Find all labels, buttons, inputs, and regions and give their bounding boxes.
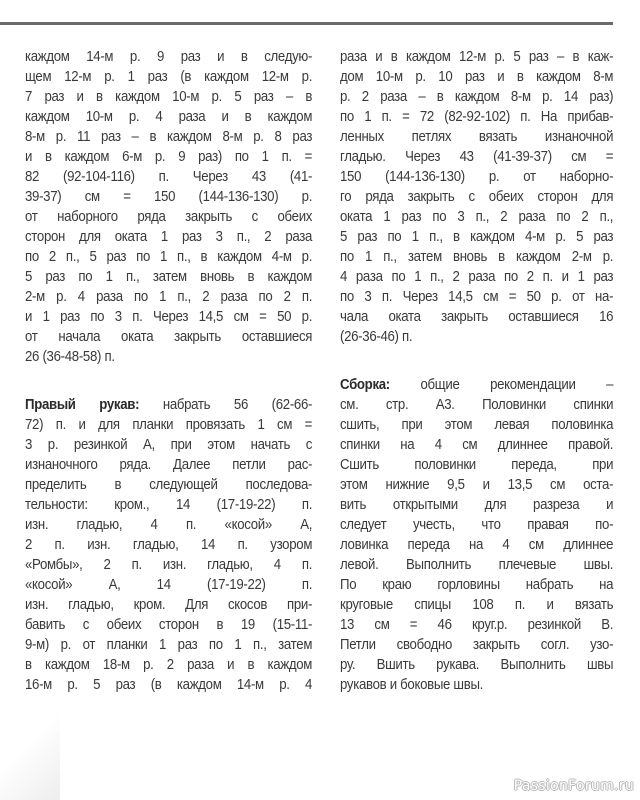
section-heading-assembly: Сборка: <box>340 376 390 393</box>
text-line: 2-м р. 4 раза по 1 п., 2 раза по 2 п. <box>25 288 313 305</box>
left-column <box>25 47 312 695</box>
text-line: см. стр. А3. Половинки спинки <box>340 396 614 413</box>
section-first-line <box>340 375 613 395</box>
text-line: сшить, при этом левая половинка <box>340 416 614 433</box>
text-line: пределить в следующей последова- <box>25 476 313 493</box>
text-line: и 1 раз по 3 п. Через 14,5 см = 50 р. <box>25 308 313 325</box>
text-line: этом нижние 9,5 и 13,5 см оста- <box>340 476 614 493</box>
text-line: Петли свободно закрыть согл. узо- <box>340 636 614 653</box>
paragraph-gap <box>25 387 312 395</box>
text-line: 26 (36-48-58) п. <box>25 348 115 365</box>
text-line: 3 р. резинкой А, при этом начать с <box>25 436 313 453</box>
text-line: 72) п. и для планки провязать 1 см = <box>25 416 313 433</box>
text-line: чала оката закрыть оставшиеся 16 <box>340 308 614 325</box>
text-line: щем 12-м р. 1 раз (в каждом 12-м р. <box>25 68 313 85</box>
section-first-line <box>25 395 312 415</box>
right-column <box>340 47 613 695</box>
text-line: 82 (92-104-116) п. Через 43 (41- <box>25 168 313 185</box>
text-line: (26-36-46) п. <box>340 328 413 345</box>
text-line: 16-м р. 5 раз (в каждом 14-м р. 4 <box>25 676 313 693</box>
text-line: от начала оката закрыть оставшиеся <box>25 328 313 345</box>
text-line: тельности: кром., 14 (17-19-22) п. <box>25 496 313 513</box>
text-line: 8-м р. 11 раз – в каждом 8-м р. 8 раз <box>25 128 313 145</box>
text-line: р. 2 раза – в каждом 8-м р. 14 раз) <box>340 88 614 105</box>
text-line: дом 10-м р. 10 раз и в каждом 8-м <box>340 68 614 85</box>
text-line: 4 раза по 1 п., 2 раза по 2 п. и 1 раз <box>340 268 614 285</box>
text-line: оката 1 раз по 3 п., 2 раза по 2 п., <box>340 208 614 225</box>
text-line: левой. Выполнить плечевые швы. <box>340 556 614 573</box>
text-line: каждом 10-м р. 4 раза и в каждом <box>25 108 313 125</box>
text-fragment: набрать 56 (62-66- <box>139 396 313 413</box>
text-line: 2 п. изн. гладью, 14 п. узором <box>25 536 313 553</box>
text-line: бавить с обеих сторон в 19 (15-11- <box>25 616 313 633</box>
text-line: 39-37) см = 150 (144-136-130) р. <box>25 188 313 205</box>
header-rule <box>0 22 613 25</box>
text-line: «Ромбы», 2 п. изн. гладью, 4 п. <box>25 556 313 573</box>
text-line: сторон для оката 1 раз 3 п., 2 раза <box>25 228 313 245</box>
text-line: спинки на 4 см длиннее правой. <box>340 436 614 453</box>
text-line: Сшить половинки переда, при <box>340 456 614 473</box>
text-line: по 3 п. Через 14,5 см = 50 р. от на- <box>340 288 614 305</box>
text-line: 7 раз и в каждом 10-м р. 5 раз – в <box>25 88 313 105</box>
text-line: 5 раз по 1 п., в каждом 4-м р. 5 раз <box>340 228 614 245</box>
text-line: раза и в каждом 12-м р. 5 раз – в каж- <box>340 48 614 65</box>
text-fragment: общие рекомендации – <box>389 376 614 393</box>
text-line: го ряда закрыть с обеих сторон для <box>340 188 614 205</box>
watermark: PassionForum.ru <box>513 778 634 794</box>
text-line: следует учесть, что правая по- <box>340 516 614 533</box>
text-line: каждом 14-м р. 9 раз и в следую- <box>25 48 313 65</box>
text-line: изн. гладью, 4 п. «косой» А, <box>25 516 313 533</box>
text-line: от наборного ряда закрыть с обеих <box>25 208 313 225</box>
text-line: ленных петлях вязать изнаночной <box>340 128 614 145</box>
text-line: изн. гладью, кром. Для скосов при- <box>25 596 313 613</box>
paragraph-gap <box>340 347 613 367</box>
text-line: 150 (144-136-130) р. от наборно- <box>340 168 614 185</box>
text-line: и в каждом 6-м р. 9 раз) по 1 п. = <box>25 148 313 165</box>
text-line: по 1 п., затем вновь в каждом 2-м р. <box>340 248 614 265</box>
text-line: ловинка переда на 4 см длиннее <box>340 536 614 553</box>
text-line: рукавов и боковые швы. <box>340 676 484 693</box>
text-line: по 1 п. = 72 (82-92-102) п. На прибав- <box>340 108 614 125</box>
text-line: 9-м) р. от планки 1 раз по 1 п., затем <box>25 636 313 653</box>
text-line: в каждом 18-м р. 2 раза и в каждом <box>25 656 313 673</box>
text-line: круговые спицы 108 п. и вязать <box>340 596 614 613</box>
text-line: ру. Вшить рукава. Выполнить швы <box>340 656 614 673</box>
page-corner-shadow <box>0 710 60 800</box>
text-line: по 2 п., 5 раз по 1 п., в каждом 4-м р. <box>25 248 313 265</box>
paragraph-gap <box>340 367 613 375</box>
text-line: «косой» А, 14 (17-19-22) п. <box>25 576 313 593</box>
section-heading-right-sleeve: Правый рукав: <box>25 396 140 413</box>
text-line: По краю горловины набрать на <box>340 576 614 593</box>
text-line: вить открытыми для разреза и <box>340 496 614 513</box>
text-line: гладью. Через 43 (41-39-37) см = <box>340 148 614 165</box>
paragraph-gap <box>25 367 312 387</box>
text-line: 13 см = 46 круг.р. резинкой В. <box>340 616 614 633</box>
text-line: изнаночного ряда. Далее петли рас- <box>25 456 313 473</box>
text-line: 5 раз по 1 п., затем вновь в каждом <box>25 268 313 285</box>
